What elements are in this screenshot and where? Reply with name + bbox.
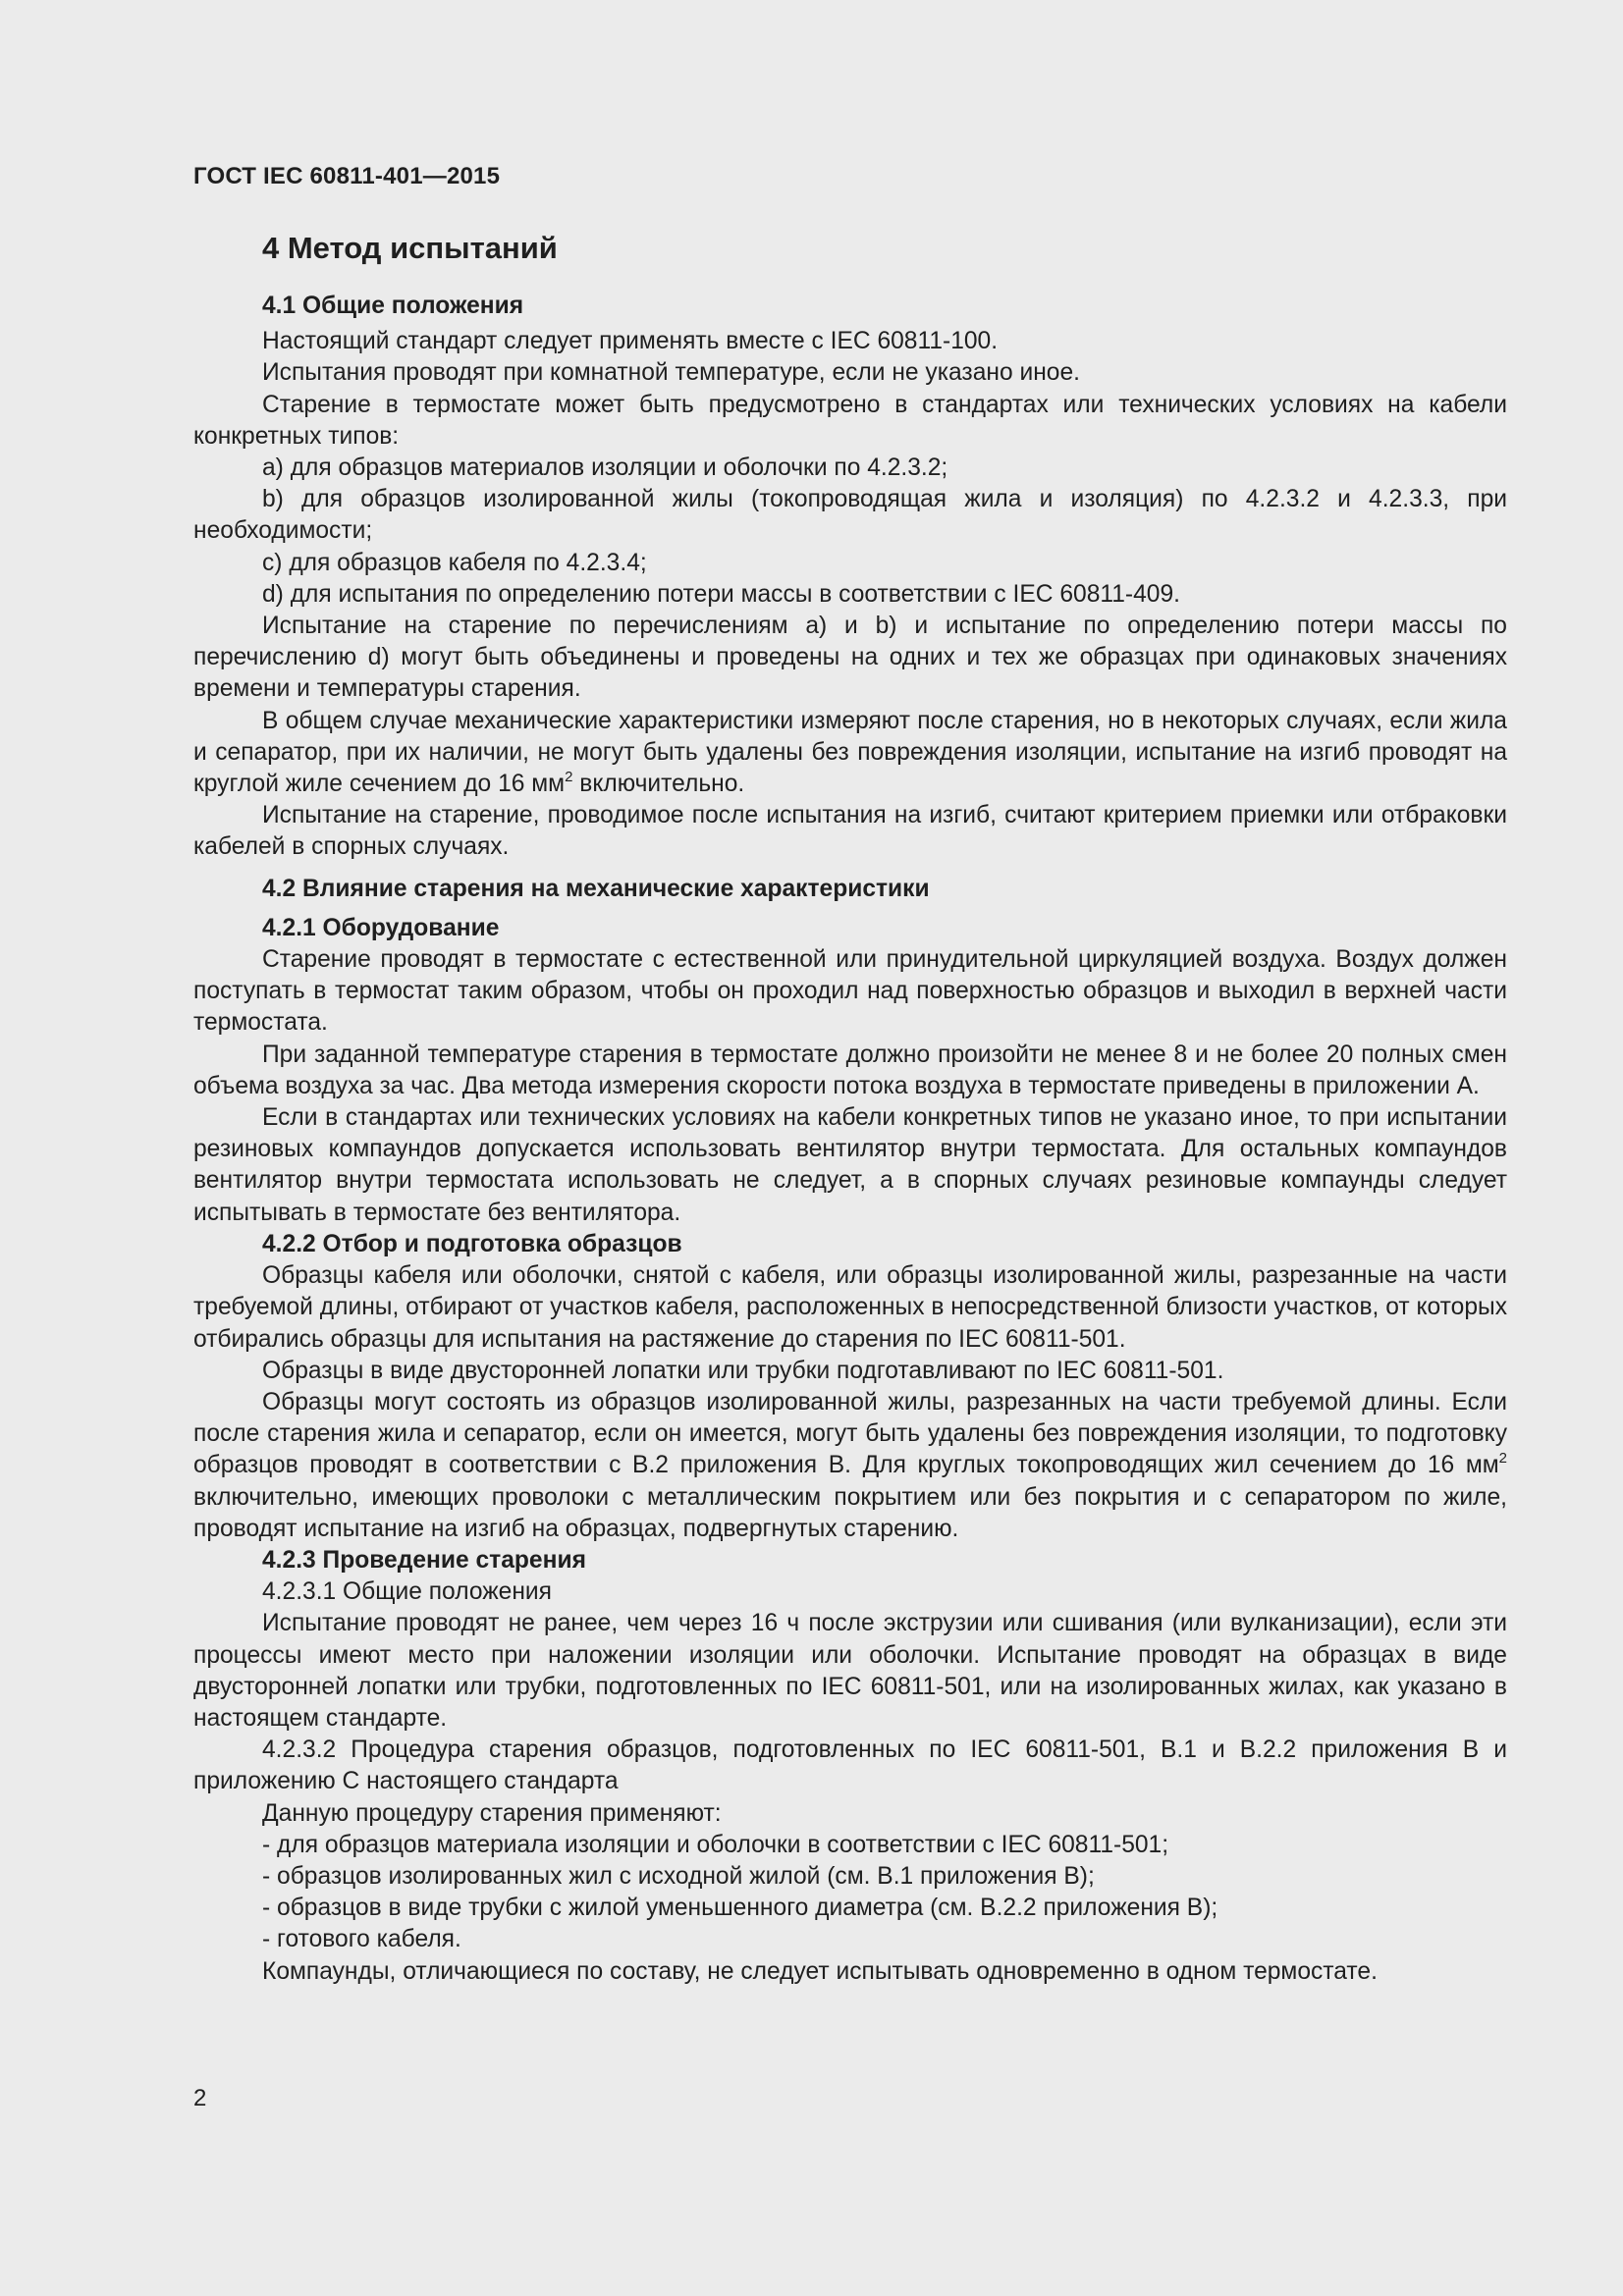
paragraph: При заданной температуре старения в термостате должно произойти не менее 8 и не более 20 полных смен объема воздуха за час. Два метода измерения скорости потока воздуха в термостате приведены в приложении А. — [193, 1041, 1507, 1099]
text-run: включительно, имеющих проволоки с металлическим покрытием или без покрытия и с сепаратором по жиле, проводят испытание на изгиб на образцах, подвергнутых старению. — [193, 1483, 1507, 1542]
paragraph — [193, 1387, 1507, 1545]
paragraph: Образцы кабеля или оболочки, снятой с кабеля, или образцы изолированной жилы, разрезанные на части требуемой длины, отбирают от участков кабеля, расположенных в непосредственной близости участков, от которых отбирались образцы для испытания на растяжение до старения по IEC 60811-501. — [193, 1262, 1507, 1353]
section-4-2-1-title: 4.2.1 Оборудование — [262, 914, 500, 941]
section-4-2-3-title: 4.2.3 Проведение старения — [262, 1546, 586, 1574]
list-item: - для образцов материала изоляции и оболочки в соответствии с IEC 60811-501; — [262, 1831, 1169, 1858]
paragraph: Если в стандартах или технических условиях на кабели конкретных типов не указано иное, то при испытании резиновых компаундов допускается использовать вентилятор внутри термостата. Для остальных компаундов вентилятор внутри термостата использовать не следует, а в спорных случаях резиновые компаунды следует испытывать в термостате без вентилятора. — [193, 1104, 1507, 1226]
list-item: - образцов в виде трубки с жилой уменьшенного диаметра (см. В.2.2 приложения В); — [262, 1895, 1218, 1922]
paragraph: Данную процедуру старения применяют: — [262, 1799, 722, 1827]
paragraph: Настоящий стандарт следует применять вместе с IEC 60811-100. — [262, 328, 999, 355]
section-4-2-3-2-title: 4.2.3.2 Процедура старения образцов, подготовленных по IEC 60811-501, В.1 и В.2.2 приложения В и приложению С настоящего стандарта — [193, 1736, 1507, 1795]
paragraph: Испытание проводят не ранее, чем через 16 ч после экструзии или сшивания (или вулканизации), если эти процессы имеют место при наложении изоляции или оболочки. Испытание проводят на образцах в виде двусторонней лопатки или трубки, подготовленных по IEC 60811-501, или на изолированных жилах, как указано в настоящем стандарте. — [193, 1610, 1507, 1732]
paragraph: Старение в термостате может быть предусмотрено в стандартах или технических условиях на кабели конкретных типов: — [193, 391, 1507, 450]
paragraph: Испытание на старение по перечислениям a) и b) и испытание по определению потери массы по перечислению d) могут быть объединены и проведены на одних и тех же образцах при одинаковых значениях времени и температуры старения. — [193, 613, 1507, 703]
list-item: - образцов изолированных жил с исходной жилой (см. В.1 приложения В); — [262, 1862, 1095, 1890]
list-item: d) для испытания по определению потери массы в соответствии с IEC 60811-409. — [262, 580, 1180, 608]
section-4-2-2-title: 4.2.2 Отбор и подготовка образцов — [262, 1230, 682, 1257]
standard-header: ГОСТ IEC 60811-401—2015 — [193, 163, 501, 189]
section-4-2-3-1-title: 4.2.3.1 Общие положения — [262, 1578, 552, 1606]
paragraph: Испытание на старение, проводимое после испытания на изгиб, считают критерием приемки или отбраковки кабелей в спорных случаях. — [193, 802, 1507, 861]
list-item: b) для образцов изолированной жилы (токопроводящая жила и изоляция) по 4.2.3.2 и 4.2.3.3, при необходимости; — [193, 486, 1507, 545]
section-4-title: 4 Метод испытаний — [262, 231, 558, 265]
superscript: 2 — [565, 769, 573, 786]
superscript: 2 — [1498, 1450, 1507, 1468]
paragraph — [193, 706, 1507, 801]
text-run: включительно. — [572, 771, 745, 798]
page-number: 2 — [193, 2085, 207, 2111]
section-4-1-title: 4.1 Общие положения — [262, 293, 524, 319]
paragraph: Старение проводят в термостате с естественной или принудительной циркуляцией воздуха. Воздух должен поступать в термостат таким образом, чтобы он проходил над поверхностью образцов и выходил в верхней части термостата. — [193, 946, 1507, 1037]
paragraph: Образцы в виде двусторонней лопатки или трубки подготавливают по IEC 60811-501. — [262, 1357, 1224, 1384]
list-item: a) для образцов материалов изоляции и оболочки по 4.2.3.2; — [262, 454, 948, 482]
text-run: Образцы могут состоять из образцов изолированной жилы, разрезанных на части требуемой длины. Если после старения жила и сепаратор, если он имеется, могут быть удалены без повреждения изоляции, то подготовку образцов проводят в соответствии с В.2 приложения В. Для круглых токопроводящих жил сечением до 16 мм — [193, 1388, 1507, 1479]
paragraph: Испытания проводят при комнатной температуре, если не указано иное. — [262, 359, 1080, 387]
section-4-2-title: 4.2 Влияние старения на механические характеристики — [262, 875, 930, 902]
list-item: c) для образцов кабеля по 4.2.3.4; — [262, 549, 647, 576]
list-item: - готового кабеля. — [262, 1926, 461, 1953]
paragraph: Компаунды, отличающиеся по составу, не следует испытывать одновременно в одном термостате. — [262, 1957, 1378, 1985]
text-run: В общем случае механические характеристики измеряют после старения, но в некоторых случаях, если жила и сепаратор, при их наличии, не могут быть удалены без повреждения изоляции, испытание на изгиб проводят на круглой жиле сечением до 16 мм — [193, 707, 1507, 798]
document-body — [193, 230, 1507, 1988]
